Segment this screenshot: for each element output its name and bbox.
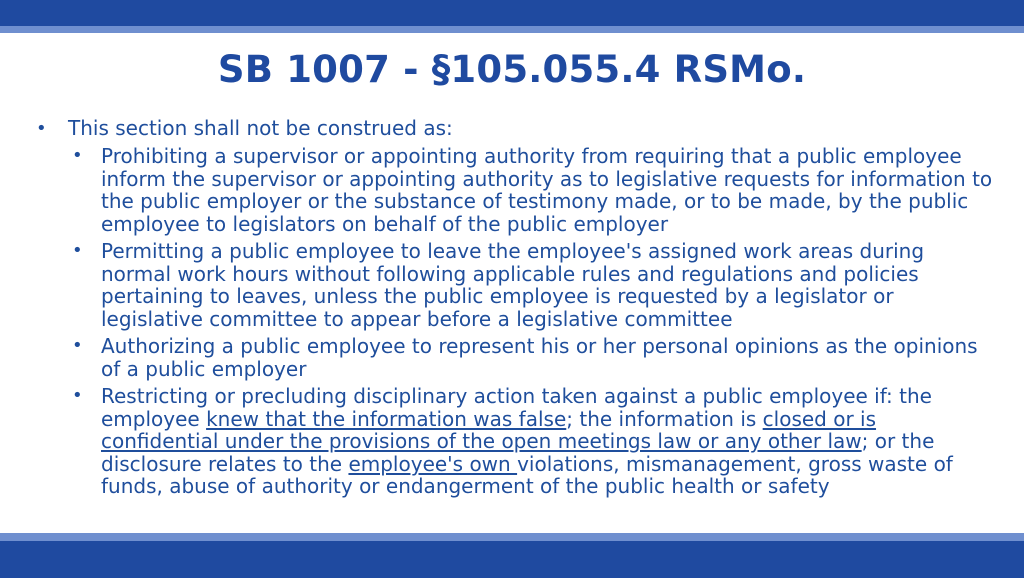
intro-bullet [36, 116, 996, 141]
list-item-text: Authorizing a public employee to represent his or her personal opinions as the opinions of a public employer [101, 334, 978, 381]
list-item-text-part: ; the information is [566, 406, 763, 431]
list-item-text-part: ; or the disclosure relates to the [101, 429, 935, 476]
list-item [66, 240, 996, 330]
top-accent-stripe [0, 26, 1024, 33]
slide-body [36, 116, 996, 503]
list-item [66, 145, 996, 235]
bottom-accent-stripe [0, 533, 1024, 541]
bullet-icon: • [72, 240, 83, 261]
bullet-icon: • [72, 145, 83, 166]
underlined-phrase: closed or is confidential under the provisions of the open meetings law or any other law [101, 406, 877, 453]
underlined-phrase: knew that the information was false [206, 406, 567, 431]
list-item [66, 385, 996, 498]
bullet-icon: • [72, 385, 83, 406]
bullet-icon: • [72, 335, 83, 356]
list-item-text-part: violations, mismanagement, gross waste of funds, abuse of authority or endangerment of the public health or safety [101, 451, 953, 498]
bullet-icon: • [36, 118, 47, 139]
list-item [66, 335, 996, 380]
underlined-phrase: employee's own [348, 451, 518, 476]
intro-text: This section shall not be construed as: [68, 116, 453, 140]
list-item-text: Prohibiting a supervisor or appointing authority from requiring that a public employee inform the supervisor or appointing authority as to legislative requests for information to the public employer or the substance of testimony made, or to be made, by the public employee to legislators on behalf of the public employer [101, 144, 993, 236]
list-item-text-part: Restricting or precluding disciplinary action taken against a public employee if: the employee [101, 384, 932, 431]
list-item-text: Permitting a public employee to leave the employee's assigned work areas during normal work hours without following applicable rules and regulations and policies pertaining to leaves, unless the public employee is requested by a legislator or legislative committee to appear before a legislative committee [101, 239, 925, 331]
slide-title: SB 1007 - §105.055.4 RSMo. [217, 48, 807, 91]
top-header-bar [0, 0, 1024, 26]
bottom-footer-bar [0, 541, 1024, 578]
sub-bullet-list [66, 145, 996, 498]
